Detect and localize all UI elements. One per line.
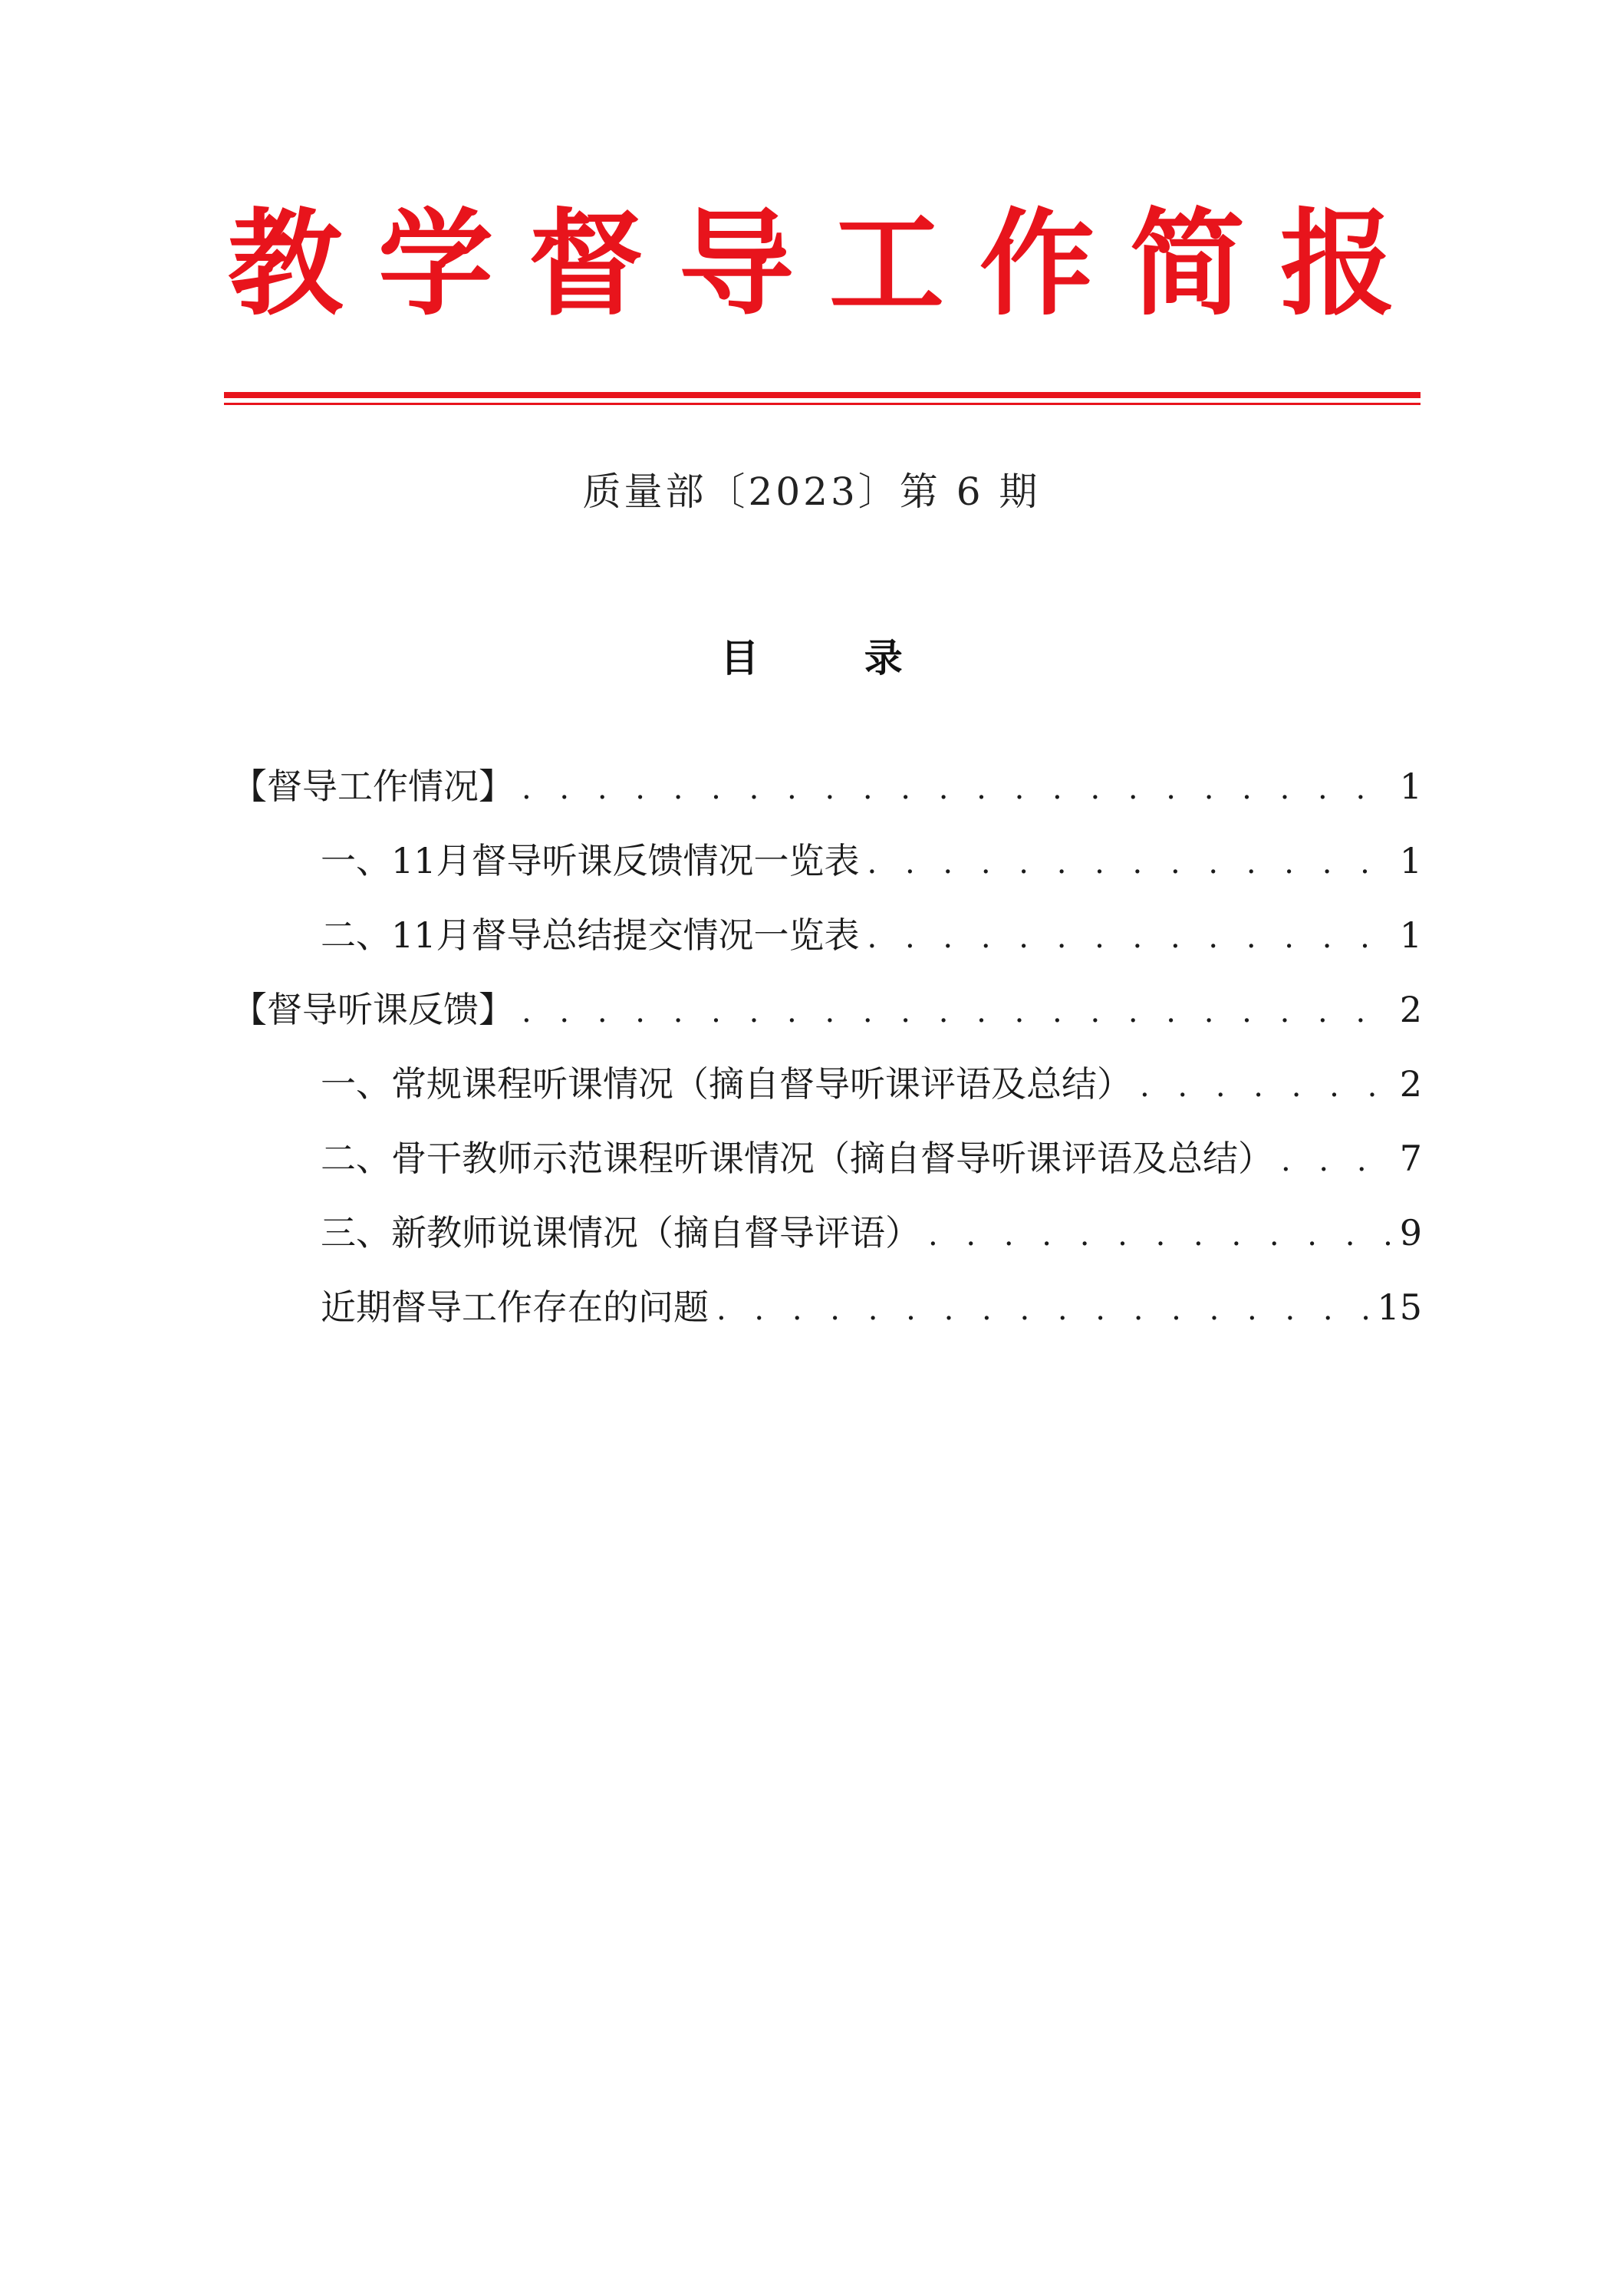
toc-entry-label: 三、新教师说课情况（摘自督导评语） [321, 1212, 920, 1253]
toc-entry-page: 1 [1399, 766, 1422, 807]
toc-dot-leader [928, 1208, 1391, 1262]
toc-heading: 目 录 [720, 636, 949, 680]
toc-entry-new-teacher-talks[interactable] [232, 1206, 1422, 1280]
toc-entry-page: 2 [1399, 1063, 1422, 1105]
masthead-divider-thin [224, 403, 1421, 405]
toc-dot-leader [867, 911, 1391, 964]
toc-dot-leader [522, 985, 1391, 1039]
toc-entry-demo-courses[interactable] [232, 1132, 1422, 1206]
toc-entry-page: 9 [1399, 1212, 1422, 1253]
toc-entry-page: 7 [1399, 1138, 1422, 1179]
toc-dot-leader [1140, 1059, 1391, 1113]
toc-entry-recent-problems[interactable] [232, 1280, 1422, 1355]
toc-entry-summary-submission-table[interactable] [232, 908, 1422, 983]
issue-number: 质量部〔2023〕第 6 期 [582, 469, 1041, 514]
toc-entry-label: 【督导听课反馈】 [232, 989, 514, 1030]
toc-entry-label: 二、骨干教师示范课程听课情况（摘自督导听课评语及总结） [321, 1138, 1273, 1179]
toc-dot-leader [867, 836, 1391, 890]
toc-entry-page: 2 [1399, 989, 1422, 1030]
toc-dot-leader [522, 762, 1391, 815]
toc-entry-label: 二、11月督导总结提交情况一览表 [321, 914, 860, 956]
toc-dot-leader [1281, 1134, 1391, 1188]
toc-dot-leader [716, 1283, 1368, 1336]
table-of-contents [232, 759, 1422, 1355]
toc-entry-lecture-feedback-table[interactable] [232, 834, 1422, 908]
masthead-divider-thick [224, 392, 1421, 398]
toc-entry-page: 1 [1399, 914, 1422, 956]
toc-entry-label: 近期督导工作存在的问题 [321, 1286, 709, 1328]
toc-entry-lecture-feedback[interactable] [232, 983, 1422, 1057]
toc-entry-regular-courses[interactable] [232, 1057, 1422, 1132]
toc-entry-label: 【督导工作情况】 [232, 766, 514, 807]
bulletin-masthead-title: 教学督导工作简报 [227, 198, 1430, 331]
toc-entry-label: 一、常规课程听课情况（摘自督导听课评语及总结） [321, 1063, 1132, 1105]
toc-entry-page: 15 [1377, 1286, 1422, 1328]
toc-entry-supervision-work[interactable] [232, 759, 1422, 834]
toc-entry-page: 1 [1399, 840, 1422, 881]
toc-entry-label: 一、11月督导听课反馈情况一览表 [321, 840, 860, 881]
